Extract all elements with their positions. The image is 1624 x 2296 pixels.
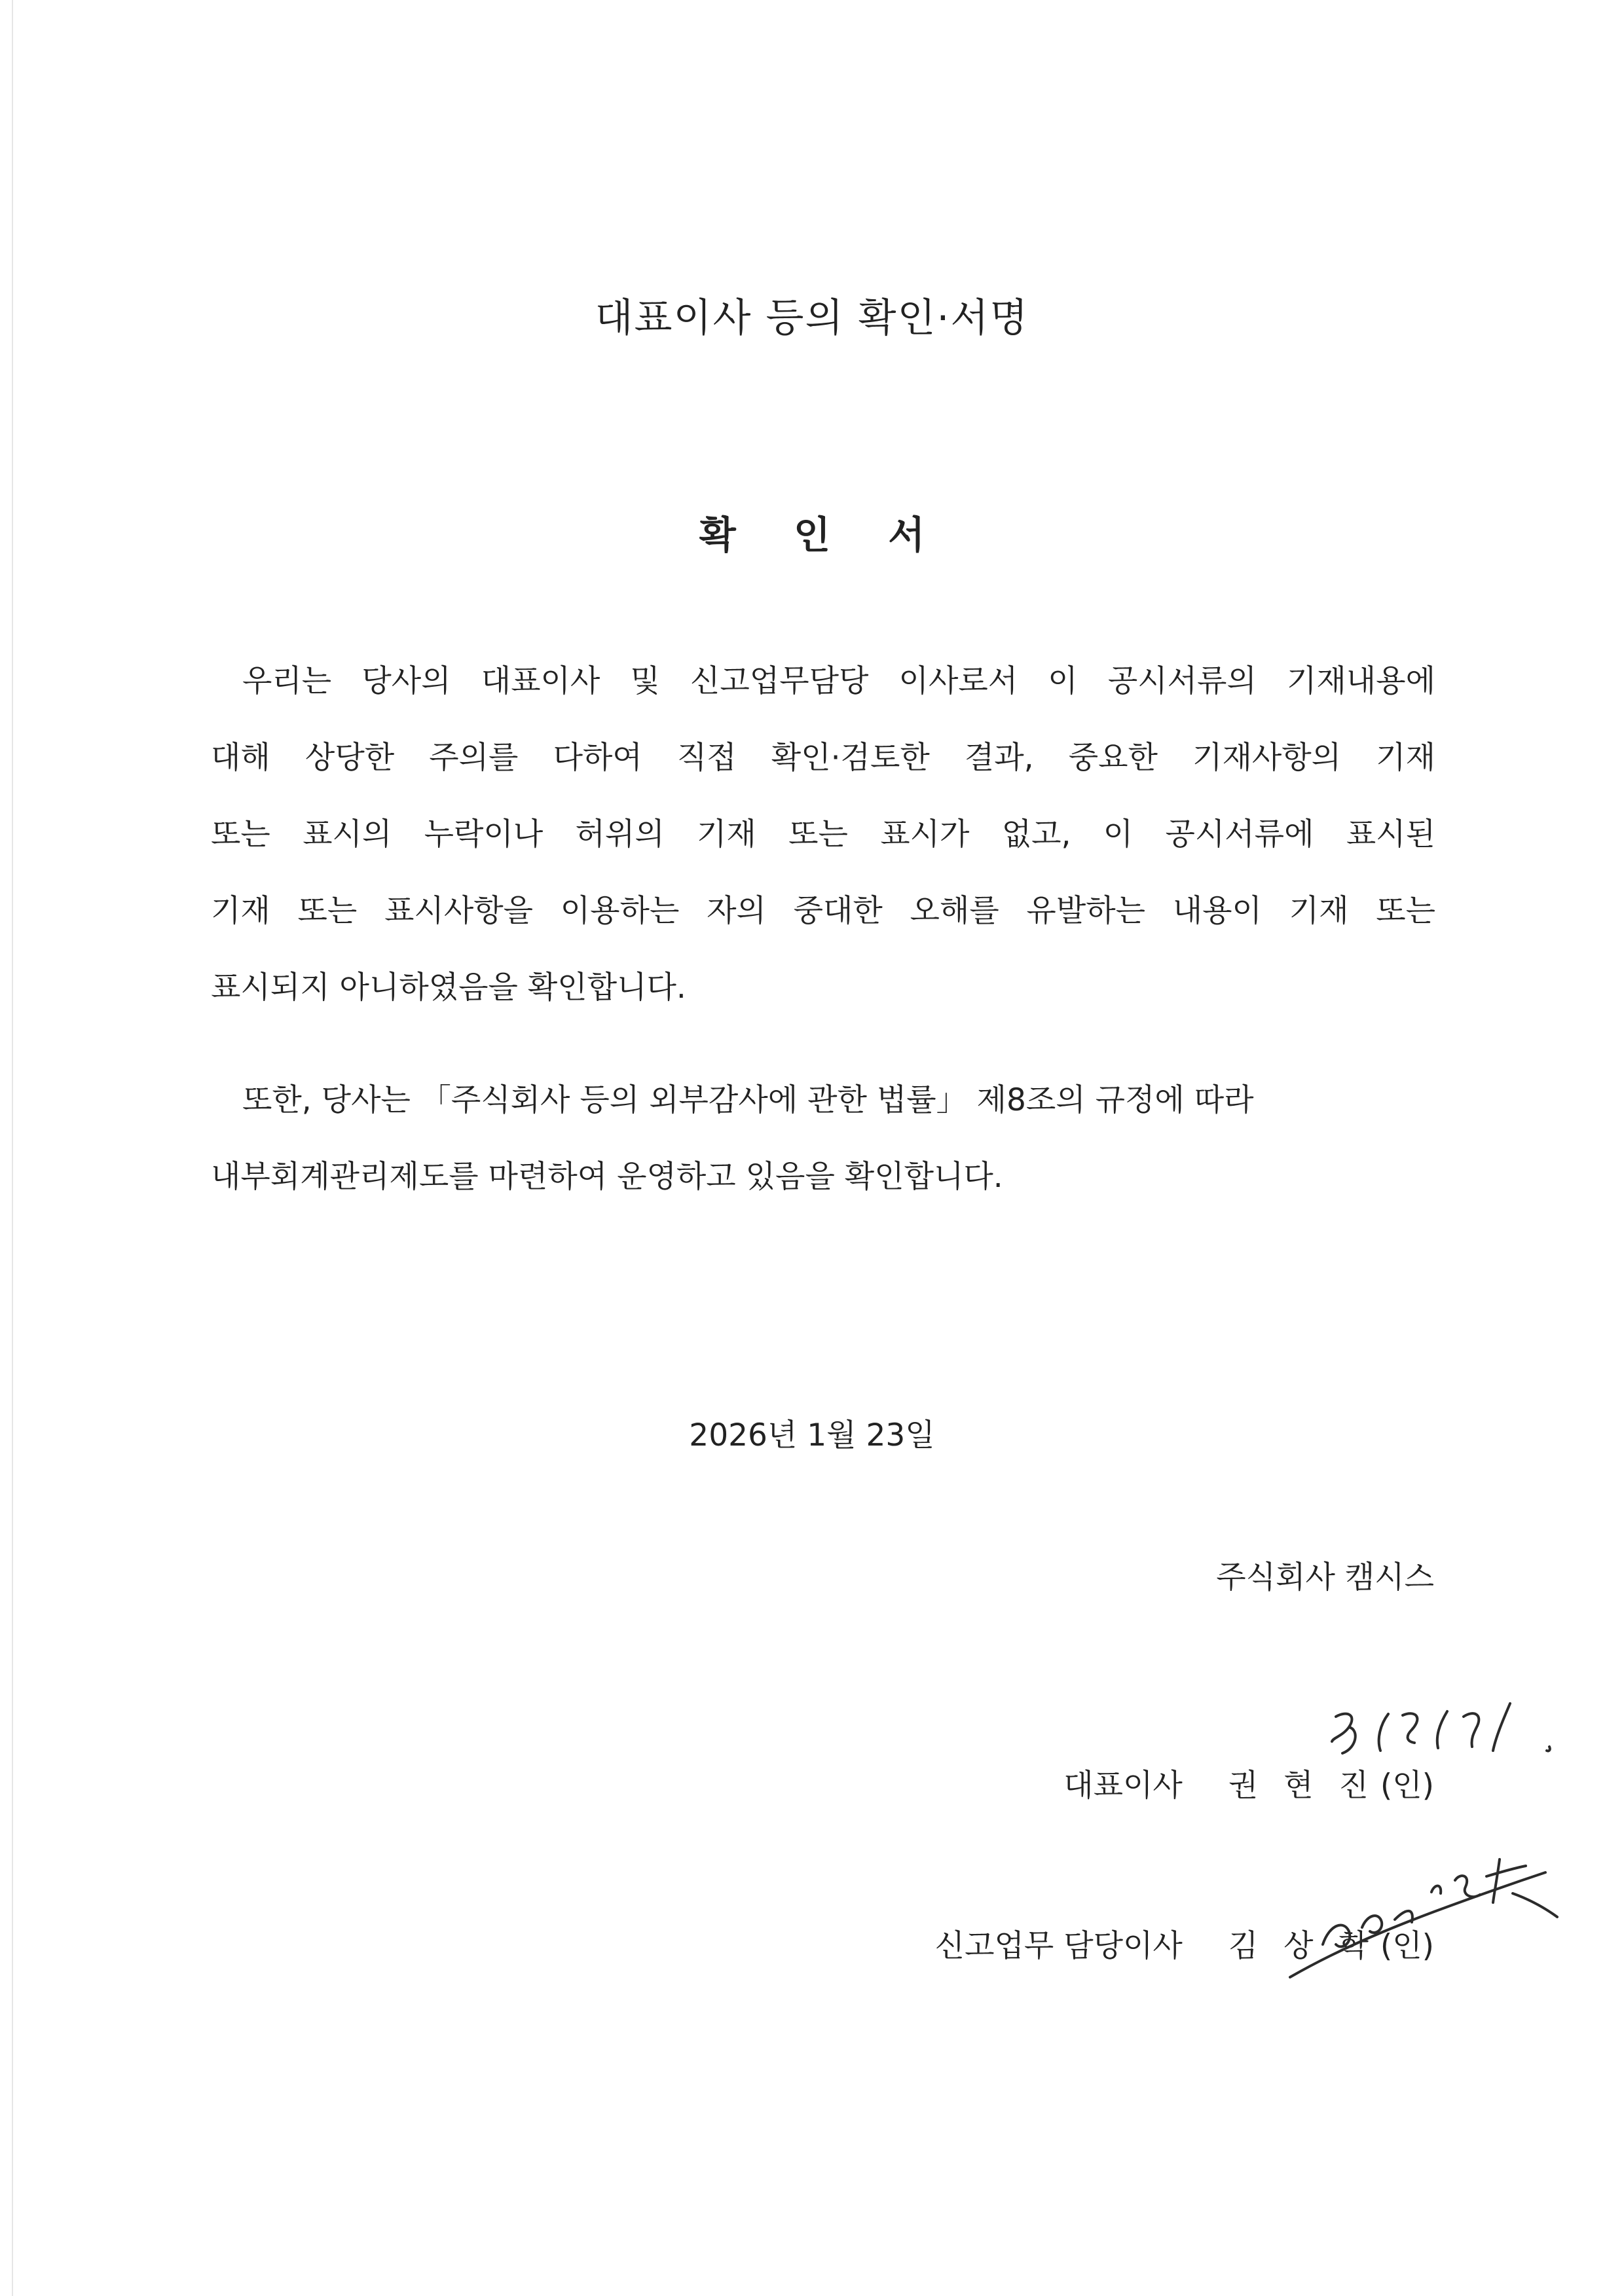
paragraph-line: 우리는 당사의 대표이사 및 신고업무담당 이사로서 이 공시서류의 기재내용에 [242, 663, 1435, 699]
officer-handwritten-signature [1283, 1846, 1565, 1990]
seal-mark: (인) [1380, 1768, 1434, 1804]
ceo-signature-line [1063, 1761, 1434, 1805]
paragraph-line: 표시되지 아니하였음을 확인합니다. [211, 970, 686, 1006]
paragraph-line: 대해 상당한 주의를 다하여 직접 확인·검토한 결과, 중요한 기재사항의 기재 [211, 740, 1435, 776]
document-subtitle: 확 인 서 [699, 513, 948, 557]
officer-signature-line [935, 1922, 1434, 1965]
paragraph-line: 또한, 당사는 「주식회사 등의 외부감사에 관한 법률」 제8조의 규정에 따라 [242, 1082, 1254, 1118]
scan-edge-line [12, 0, 13, 2296]
signatory-name: 김 상 학 [1228, 1928, 1376, 1964]
seal-mark: (인) [1380, 1928, 1434, 1964]
confirmation-paragraph [211, 643, 1435, 1026]
document-date: 2026년 1월 23일 [689, 1417, 935, 1453]
document-title: 대표이사 등의 확인·서명 [595, 295, 1029, 341]
signatory-name: 권 현 진 [1228, 1768, 1376, 1804]
signatory-role: 신고업무 담당이사 [934, 1928, 1183, 1964]
internal-control-paragraph [211, 1062, 1435, 1215]
signatory-role: 대표이사 [1063, 1768, 1183, 1804]
paragraph-line: 내부회계관리제도를 마련하여 운영하고 있음을 확인합니다. [211, 1159, 1003, 1195]
paragraph-line: 기재 또는 표시사항을 이용하는 자의 중대한 오해를 유발하는 내용이 기재 또는 [211, 893, 1435, 929]
company-name: 주식회사 캠시스 [1216, 1559, 1434, 1595]
paragraph-line: 또는 표시의 누락이나 허위의 기재 또는 표시가 없고, 이 공시서류에 표시된 [211, 816, 1435, 852]
